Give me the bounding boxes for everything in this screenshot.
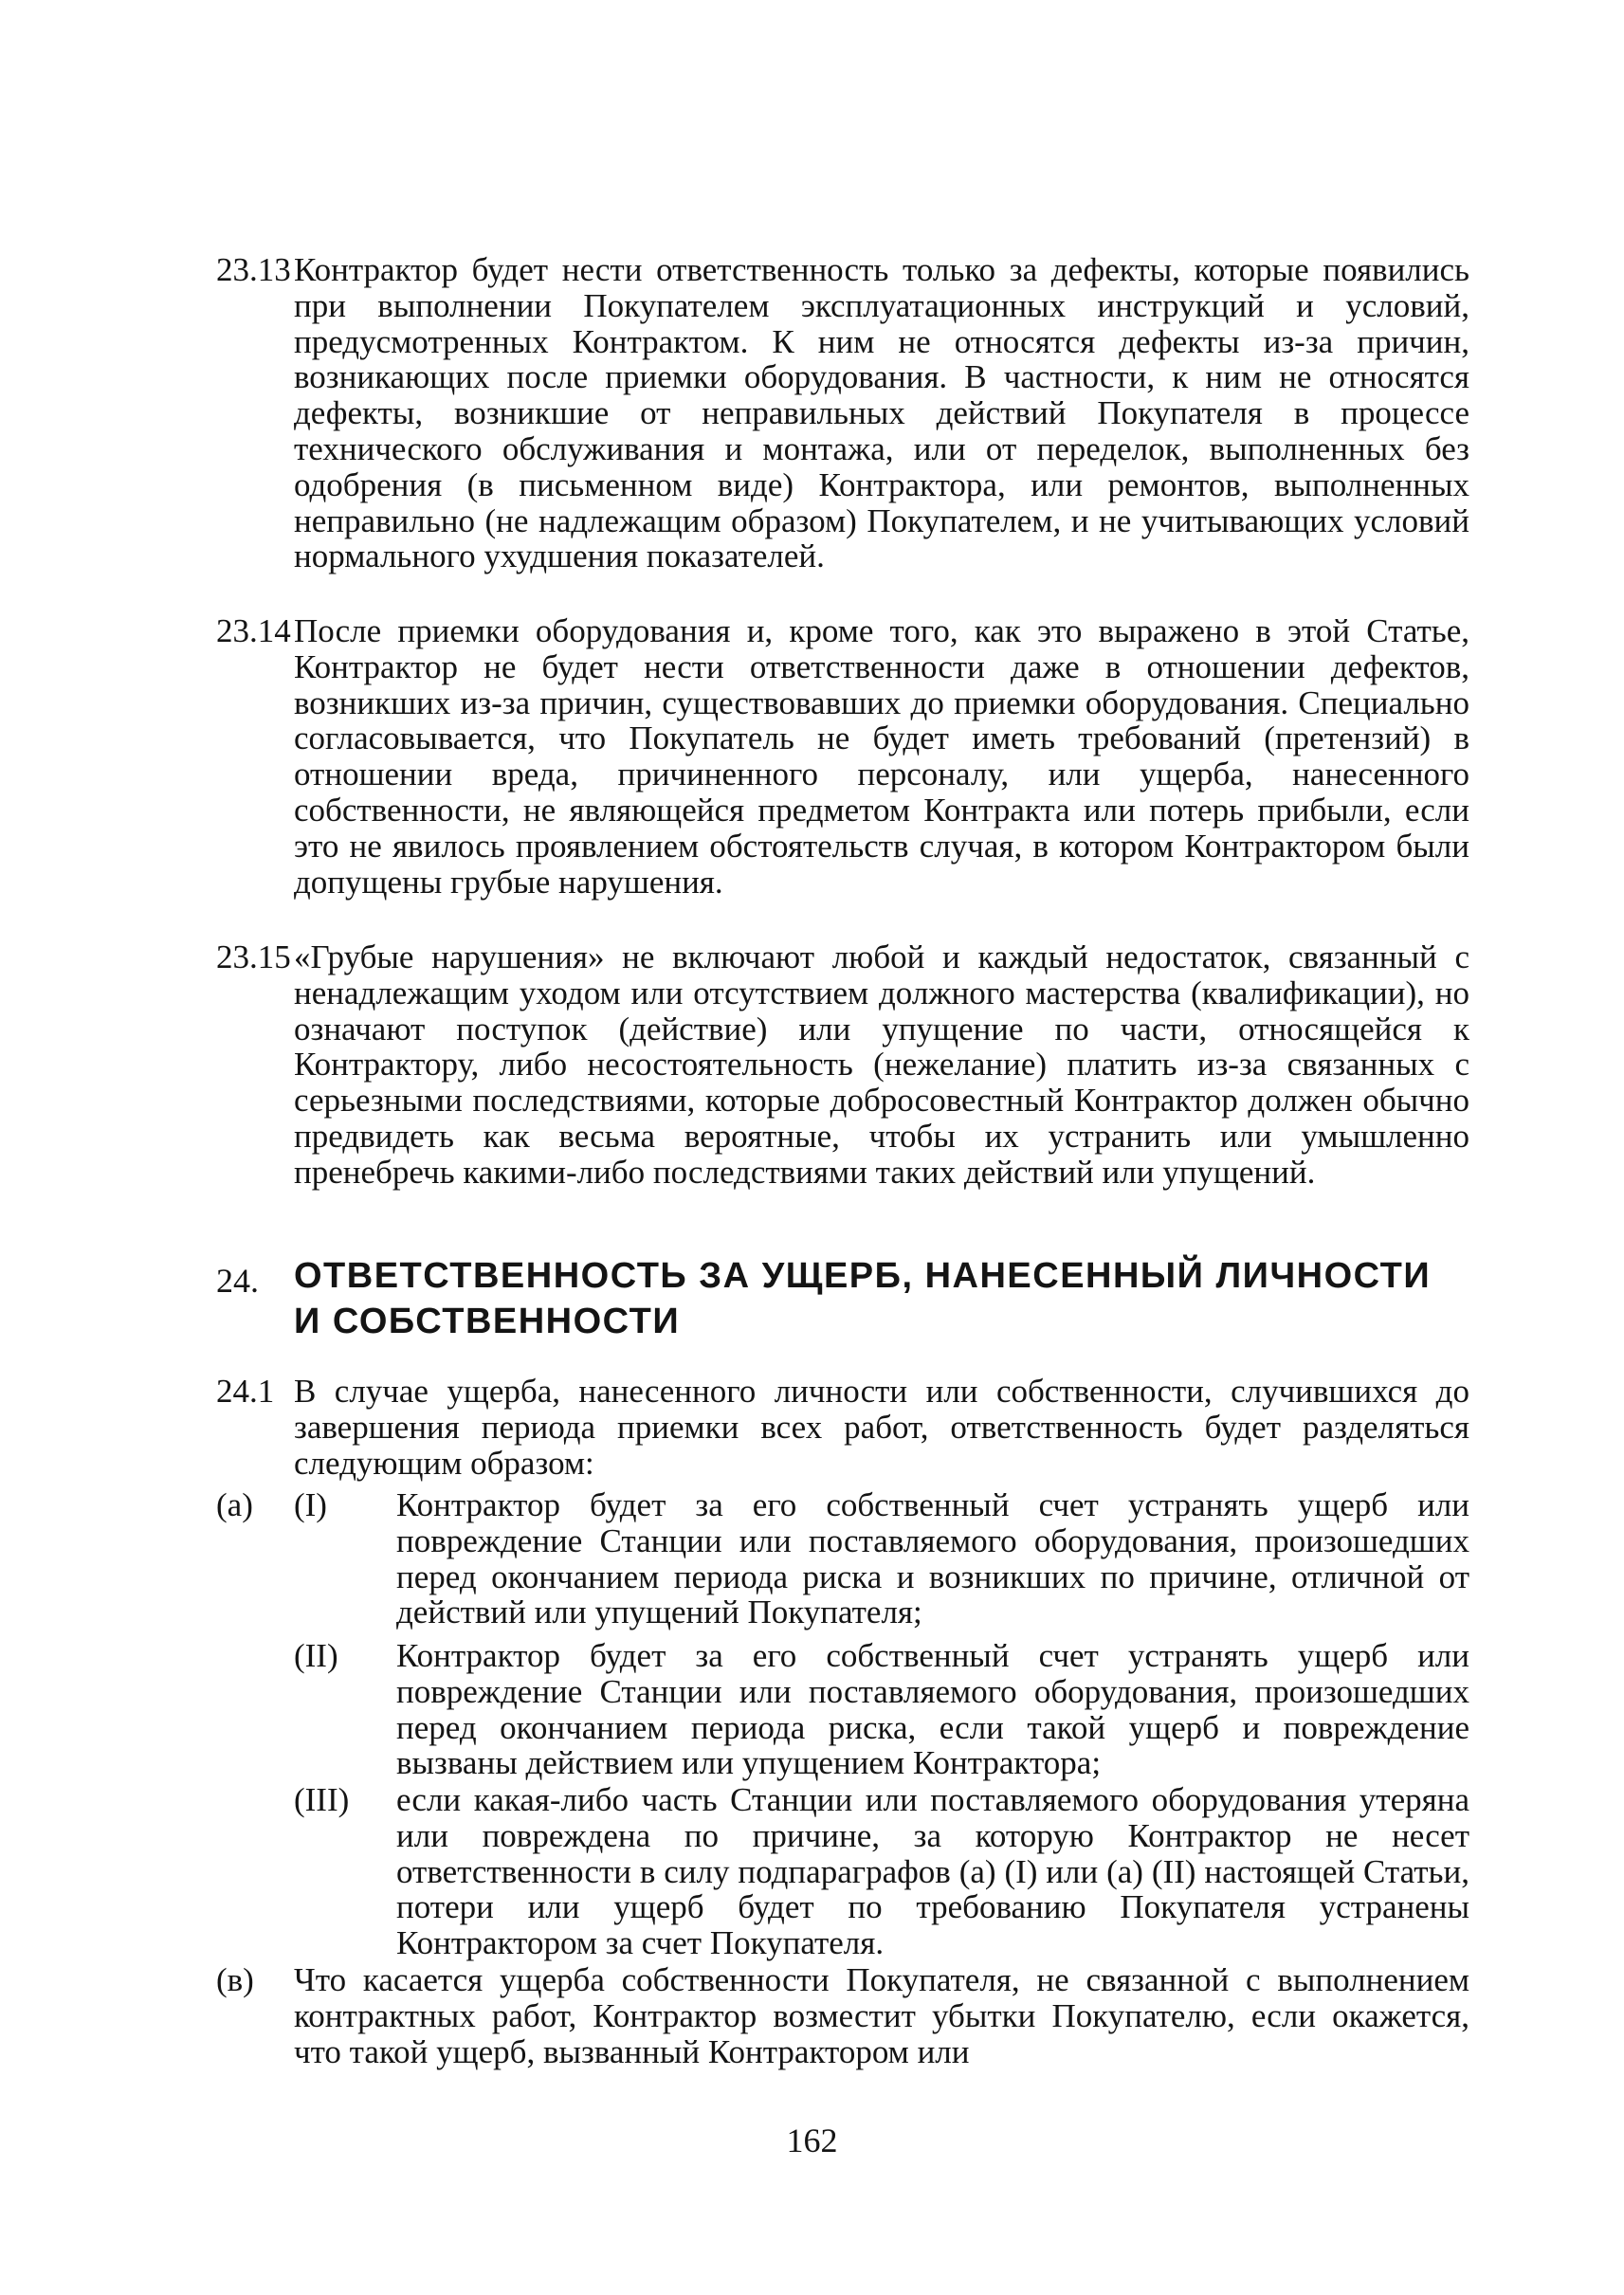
heading-line-2: И СОБСТВЕННОСТИ — [294, 1302, 681, 1341]
section-text-23-14: После приемки оборудования и, кроме того, как это выражено в этой Статье, Контрактор не будет нести ответственности даже в отношении дефектов, возникших из-за причин, существовавших до приемки оборудования. Специально согласовывается, что Покупатель не будет иметь требований (претензий) в отношении вреда, причиненного персоналу, или ущерба, нанесенного собственности, не являющейся предметом Контракта или потерь прибыли, если это не явилось проявлением обстоятельств случая, в котором Контрактором были допущены грубые нарушения. — [294, 612, 1469, 901]
heading-number: 24. — [216, 1262, 259, 1300]
subitem-text-2: Контрактор будет за его собственный счет устранять ущерб или повреждение Станции или поставляемого оборудования, произошедших перед окончанием периода риска, если такой ущерб и повреждение вызваны действием или упущением Контрактора; — [396, 1637, 1469, 1782]
item-label-b: (в) — [216, 1961, 254, 1998]
subitem-text-3: если какая-либо часть Станции или поставляемого оборудования утеряна или повреждена по причине, за которую Контрактор не несет ответственности в силу подпараграфов (а) (I) или (а) (II) настоящей Статьи, потери или ущерб будет по требованию Покупателя устранены Контрактором за счет Покупателя. — [396, 1781, 1469, 1962]
section-number-23-15: 23.15 — [216, 938, 291, 975]
section-number-23-13: 23.13 — [216, 251, 291, 288]
item-label-a: (а) — [216, 1486, 253, 1523]
subitem-number-1: (I) — [294, 1486, 327, 1523]
section-number-23-14: 23.14 — [216, 612, 291, 649]
section-heading — [294, 1253, 1469, 1344]
item-text-b: Что касается ущерба собственности Покупателя, не связанной с выполнением контрактных работ, Контрактор возместит убытки Покупателю, если окажется, что такой ущерб, вызванный Контрактором или — [294, 1961, 1469, 2070]
subitem-text-1: Контрактор будет за его собственный счет устранять ущерб или повреждение Станции или поставляемого оборудования, произошедших перед окончанием периода риска и возникших по причине, отличной от действий или упущений Покупателя; — [396, 1486, 1469, 1631]
subitem-number-3: (III) — [294, 1781, 350, 1818]
page-number: 162 — [786, 2122, 838, 2159]
heading-line-1: ОТВЕТСТВЕННОСТЬ ЗА УЩЕРБ, НАНЕСЕННЫЙ ЛИЧНОСТИ — [294, 1256, 1432, 1296]
clause-number-24-1: 24.1 — [216, 1373, 275, 1410]
clause-text-24-1: В случае ущерба, нанесенного личности или собственности, случившихся до завершения периода приемки всех работ, ответственность будет разделяться следующим образом: — [294, 1373, 1469, 1482]
section-text-23-13: Контрактор будет нести ответственность только за дефекты, которые появились при выполнении Покупателем эксплуатационных инструкций и условий, предусмотренных Контрактом. К ним не относятся дефекты из-за причин, возникающих после приемки оборудования. В частности, к ним не относятся дефекты, возникшие от неправильных действий Покупателя в процессе технического обслуживания и монтажа, или от переделок, выполненных без одобрения (в письменном виде) Контрактора, или ремонтов, выполненных неправильно (не надлежащим образом) Покупателем, и не учитывающих условий нормального ухудшения показателей. — [294, 251, 1469, 575]
subitem-number-2: (II) — [294, 1637, 338, 1674]
section-text-23-15: «Грубые нарушения» не включают любой и каждый недостаток, связанный с ненадлежащим уходом или отсутствием должного мастерства (квалификации), но означают поступок (действие) или упущение по части, относящейся к Контрактору, либо несостоятельность (нежелание) платить из-за связанных с серьезными последствиями, которые добросовестный Контрактор должен обычно предвидеть как весьма вероятные, чтобы их устранить или умышленно пренебречь какими-либо последствиями таких действий или упущений. — [294, 938, 1469, 1191]
